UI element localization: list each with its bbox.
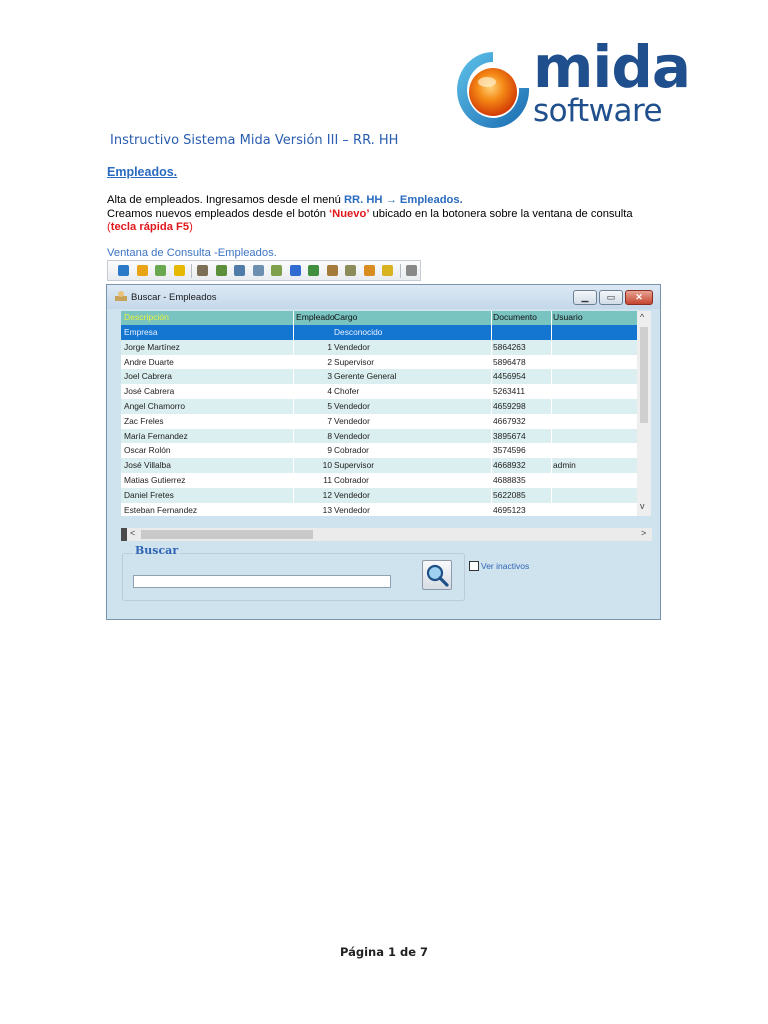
shortcut-key: tecla rápida F5 — [110, 221, 190, 233]
column-header-usuario[interactable]: Usuario — [553, 312, 583, 322]
column-header-empleado[interactable]: Empleado — [296, 312, 335, 322]
cell-empleado: 5 — [327, 401, 332, 411]
scroll-right-icon[interactable]: > — [641, 528, 647, 538]
cell-cargo: Supervisor — [334, 356, 375, 367]
employees-grid — [121, 311, 651, 516]
paragraph-menu-path — [107, 193, 463, 207]
cell-empleado: 10 — [322, 460, 332, 471]
scroll-up-icon[interactable]: ^ — [640, 312, 645, 322]
search-input[interactable] — [133, 575, 391, 588]
arrow-icon: → — [385, 194, 397, 206]
table-row[interactable] — [121, 429, 637, 444]
magnifier-icon — [423, 561, 451, 589]
cell-descripcion: Jorge Martínez — [124, 341, 180, 352]
cell-documento: 5896478 — [493, 356, 526, 367]
cell-documento: 3574596 — [493, 445, 526, 456]
cell-cargo: Cobrador — [334, 445, 369, 456]
minimize-button[interactable] — [573, 290, 597, 305]
cell-documento: 4688835 — [493, 475, 526, 485]
toolbar-separator — [191, 264, 192, 278]
cell-documento: 4667932 — [493, 415, 526, 426]
vertical-scrollbar[interactable] — [637, 311, 651, 516]
table-row[interactable] — [121, 355, 637, 370]
paragraph-text: Alta de empleados. Ingresamos desde el menú — [107, 194, 344, 206]
search-icon[interactable] — [118, 265, 129, 276]
cell-documento: 5622085 — [493, 489, 526, 500]
show-inactive-checkbox[interactable] — [469, 561, 479, 571]
cell-descripcion: Andre Duarte — [124, 356, 174, 367]
maximize-button[interactable] — [599, 290, 623, 305]
cell-empleado: 9 — [327, 445, 332, 456]
menu-name: RR. HH — [343, 194, 383, 206]
cell-documento: 4659298 — [493, 401, 526, 411]
cell-descripcion: Angel Chamorro — [124, 401, 185, 411]
table-row[interactable] — [121, 443, 637, 458]
exit-icon[interactable] — [406, 265, 417, 276]
logo-brand-text: mida — [533, 33, 690, 101]
cell-descripcion: Joel Cabrera — [124, 371, 172, 382]
cell-cargo: Vendedor — [334, 430, 370, 441]
menu-item-name: Empleados. — [399, 194, 463, 206]
cell-empleado: 2 — [327, 356, 332, 367]
cell-empleado: 13 — [322, 504, 332, 515]
person-add-icon[interactable] — [216, 265, 227, 276]
cell-descripcion: Matias Gutierrez — [124, 475, 186, 485]
cell-descripcion: María Fernandez — [124, 430, 188, 441]
cell-cargo: Vendedor — [334, 341, 370, 352]
money-person-icon[interactable] — [308, 265, 319, 276]
cell-usuario: admin — [553, 460, 576, 471]
new-document-icon[interactable] — [155, 265, 166, 276]
cell-descripcion: Oscar Rolón — [124, 445, 171, 456]
cell-descripcion: Empresa — [124, 327, 158, 337]
mida-logo — [455, 33, 690, 136]
cell-documento: 4456954 — [493, 371, 526, 382]
cell-cargo: Vendedor — [334, 504, 370, 515]
cell-cargo: Vendedor — [334, 489, 370, 500]
close-icon: ✕ — [635, 292, 643, 302]
paragraph-new-button — [107, 207, 633, 221]
card-icon[interactable] — [382, 265, 393, 276]
toolbar — [107, 260, 421, 281]
table-row[interactable] — [121, 458, 637, 473]
figure-caption: Ventana de Consulta -Empleados. — [107, 247, 277, 259]
cell-empleado: 12 — [322, 489, 332, 500]
maximize-icon: ▭ — [606, 292, 616, 302]
close-button[interactable] — [625, 290, 653, 305]
section-heading: Empleados. — [107, 165, 178, 179]
person-icon[interactable] — [197, 265, 208, 276]
scroll-down-icon[interactable]: v — [640, 501, 645, 511]
id-card-icon[interactable] — [290, 265, 301, 276]
cell-documento: 3895674 — [493, 430, 526, 441]
sign-icon[interactable] — [364, 265, 375, 276]
search-employees-window — [106, 284, 661, 620]
cell-empleado: 7 — [327, 415, 332, 426]
table-row[interactable] — [121, 503, 637, 516]
cell-documento: 4668932 — [493, 460, 526, 471]
cell-cargo: Chofer — [334, 386, 360, 397]
cell-descripcion: Daniel Fretes — [124, 489, 174, 500]
grid-header — [121, 311, 637, 325]
column-header-documento[interactable]: Documento — [493, 312, 537, 322]
page-number: Página 1 de 7 — [339, 945, 429, 959]
cell-cargo: Vendedor — [334, 401, 370, 411]
paragraph-shortcut — [107, 220, 193, 234]
scroll-left-icon[interactable]: < — [130, 528, 136, 538]
paragraph-text: ubicado en la botonera sobre la ventana de consulta — [369, 208, 633, 220]
paragraph-text: Creamos nuevos empleados desde el botón — [107, 208, 330, 220]
table-row[interactable] — [121, 488, 637, 503]
cell-empleado: 3 — [327, 371, 332, 382]
vertical-scroll-thumb[interactable] — [640, 327, 648, 423]
cell-cargo: Desconocido — [334, 327, 383, 337]
table-row[interactable] — [121, 414, 637, 429]
column-divider — [551, 311, 552, 516]
window-icon — [115, 291, 127, 301]
folder-icon[interactable] — [174, 265, 185, 276]
report-icon[interactable] — [253, 265, 264, 276]
cell-cargo: Cobrador — [334, 475, 369, 485]
column-header-descripcion[interactable]: Descripción — [124, 312, 169, 322]
filter-icon[interactable] — [137, 265, 148, 276]
scroll-block — [121, 528, 127, 541]
table-row[interactable] — [121, 384, 637, 399]
search-group — [122, 544, 465, 601]
column-divider — [293, 311, 294, 516]
person-search-icon[interactable] — [271, 265, 282, 276]
button-name: ‘Nuevo’ — [329, 208, 370, 220]
cell-documento: 4695123 — [493, 504, 526, 515]
cell-descripcion: Esteban Fernandez — [124, 504, 198, 515]
cell-cargo: Supervisor — [334, 460, 375, 471]
column-divider — [491, 311, 492, 516]
cell-empleado: 1 — [327, 341, 332, 352]
cell-cargo: Vendedor — [334, 415, 370, 426]
window-title-bar[interactable] — [107, 285, 660, 309]
show-inactive-label[interactable]: Ver inactivos — [481, 561, 530, 571]
table-row[interactable] — [121, 325, 637, 340]
column-header-cargo[interactable]: Cargo — [334, 312, 358, 322]
horizontal-scrollbar[interactable] — [121, 528, 652, 541]
table-row[interactable] — [121, 340, 637, 355]
table-row[interactable] — [121, 399, 637, 414]
mida-logo-mark-icon — [455, 48, 531, 130]
minimize-icon: ▁ — [581, 292, 589, 302]
graduate-icon[interactable] — [327, 265, 338, 276]
table-row[interactable] — [121, 473, 637, 488]
cell-documento: 5263411 — [493, 386, 525, 397]
paren-open: ( — [107, 221, 111, 233]
cell-empleado: 4 — [327, 386, 332, 397]
paren-close: ) — [189, 221, 193, 233]
document-person-icon[interactable] — [345, 265, 356, 276]
person-edit-icon[interactable] — [234, 265, 245, 276]
document-title: Instructivo Sistema Mida Versión III – RR. HH — [110, 133, 399, 148]
cell-empleado: 8 — [327, 430, 332, 441]
table-row[interactable] — [121, 369, 637, 384]
cell-cargo: Gerente General — [334, 371, 397, 382]
window-title: Buscar - Empleados — [131, 292, 217, 303]
search-group-label: Buscar — [135, 544, 179, 557]
search-button[interactable] — [422, 560, 452, 590]
horizontal-scroll-thumb[interactable] — [141, 530, 313, 539]
logo-sub-text: software — [533, 93, 663, 129]
toolbar-separator — [400, 264, 401, 278]
cell-descripcion: José Villalba — [124, 460, 171, 471]
cell-documento: 5864263 — [493, 341, 526, 352]
cell-empleado: 11 — [323, 475, 332, 485]
cell-descripcion: Zac Freles — [124, 415, 164, 426]
cell-descripcion: José Cabrera — [124, 386, 175, 397]
